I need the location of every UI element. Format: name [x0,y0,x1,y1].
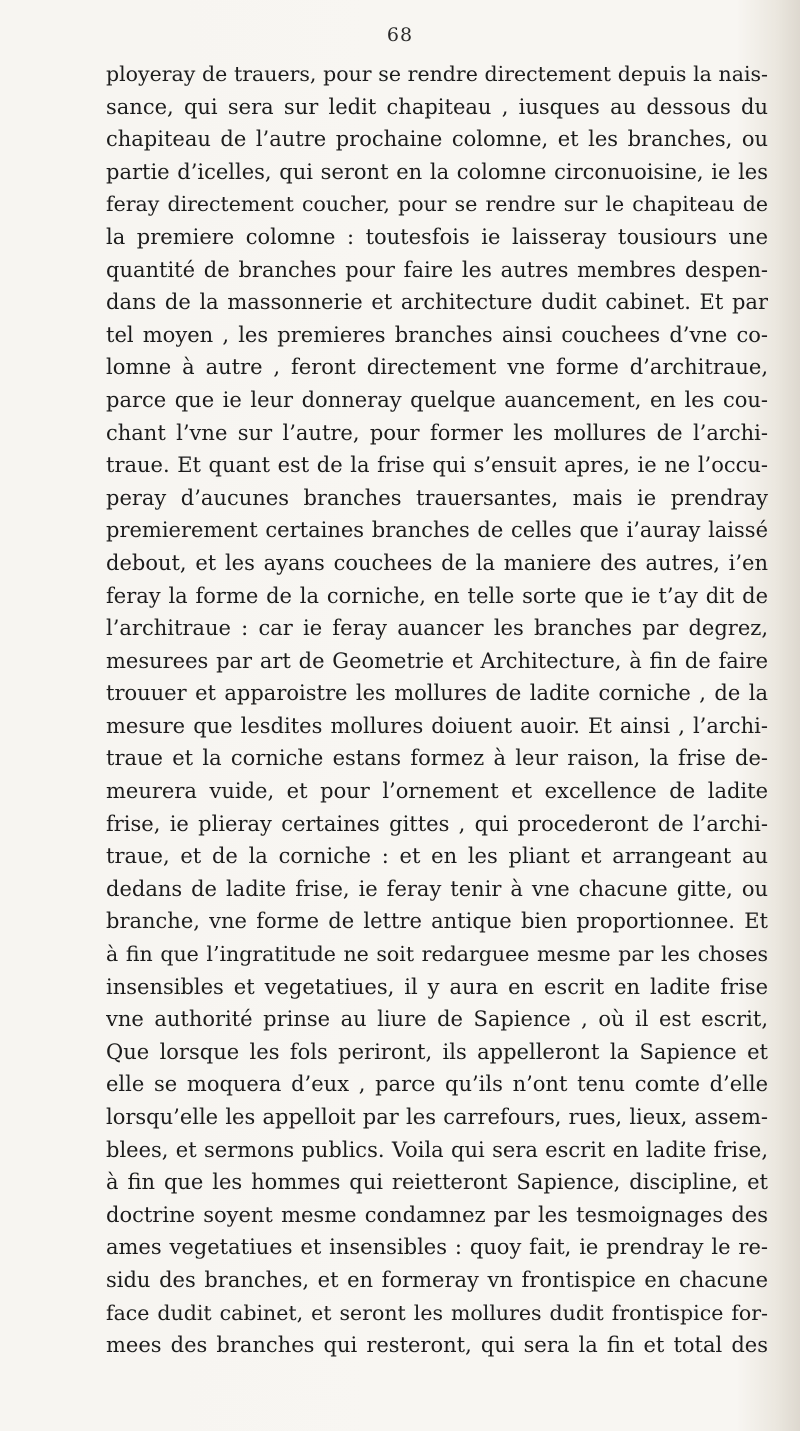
text-line-16: debout, et les ayans couchees de la maniere des autres, i’en [106,550,768,575]
text-line-35: à fin que les hommes qui reietteront Sapience, discipline, et [106,1170,768,1195]
text-line-4: partie d’icelles, qui seront en la colomne circonuoisine, ie les [106,159,768,184]
text-line-28: à fin que l’ingratitude ne soit redarguee mesme par les choses [106,942,768,967]
text-line-21: mesure que lesdites mollures doiuent auoir. Et ainsi , l’archi- [106,713,768,738]
page-body-text [106,58,768,1362]
text-line-17: feray la forme de la corniche, en telle sorte que ie t’ay dit de [106,583,768,608]
text-line-36: doctrine soyent mesme condamnez par les tesmoignages des [106,1202,768,1227]
text-line-27: branche, vne forme de lettre antique bien proportionnee. Et [106,909,768,934]
text-line-30: vne authorité prinse au liure de Sapience , où il est escrit, [106,1007,768,1032]
text-line-29: insensibles et vegetatiues, il y aura en escrit en ladite frise [106,974,768,999]
text-line-10: lomne à autre , feront directement vne forme d’architraue, [106,355,768,380]
text-line-22: traue et la corniche estans formez à leur raison, la frise de- [106,746,768,771]
text-line-5: feray directement coucher, pour se rendre sur le chapiteau de [106,192,768,217]
text-line-15: premierement certaines branches de celles que i’auray laissé [106,518,768,543]
text-line-24: frise, ie plieray certaines gittes , qui procederont de l’archi- [106,811,768,836]
text-line-40: mees des branches qui resteront, qui sera la fin et total des [106,1333,768,1358]
text-line-9: tel moyen , les premieres branches ainsi couchees d’vne co- [106,322,768,347]
page-number: 68 [386,24,414,46]
text-line-26: dedans de ladite frise, ie feray tenir à vne chacune gitte, ou [106,876,768,901]
text-line-12: chant l’vne sur l’autre, pour former les mollures de l’archi- [106,420,768,445]
text-line-11: parce que ie leur donneray quelque auancement, en les cou- [106,387,768,412]
text-line-3: chapiteau de l’autre prochaine colomne, et les branches, ou [106,127,768,152]
text-line-19: mesurees par art de Geometrie et Architecture, à fin de faire [106,648,768,673]
text-line-34: blees, et sermons publics. Voila qui sera escrit en ladite frise, [106,1137,768,1162]
text-line-1: ployeray de trauers, pour se rendre directement depuis la nais- [106,62,768,86]
text-line-2: sance, qui sera sur ledit chapiteau , iusques au dessous du [106,94,768,119]
text-line-31: Que lorsque les fols periront, ils appelleront la Sapience et [106,1039,768,1064]
text-line-8: dans de la massonnerie et architecture dudit cabinet. Et par [106,290,768,315]
text-line-6: la premiere colomne : toutesfois ie laisseray tousiours une [106,224,768,249]
text-line-32: elle se moquera d’eux , parce qu’ils n’ont tenu comte d’elle [106,1072,768,1097]
text-line-37: ames vegetatiues et insensibles : quoy fait, ie prendray le re- [106,1235,768,1260]
text-line-18: l’architraue : car ie feray auancer les branches par degrez, [106,616,768,641]
text-line-7: quantité de branches pour faire les autres membres despen- [106,257,768,282]
text-line-13: traue. Et quant est de la frise qui s’ensuit apres, ie ne l’occu- [106,453,768,478]
text-line-38: sidu des branches, et en formeray vn frontispice en chacune [106,1267,768,1292]
text-line-23: meurera vuide, et pour l’ornement et excellence de ladite [106,779,768,804]
text-line-20: trouuer et apparoistre les mollures de ladite corniche , de la [106,681,768,706]
text-line-14: peray d’aucunes branches trauersantes, mais ie prendray [106,485,768,510]
text-line-25: traue, et de la corniche : et en les pliant et arrangeant au [106,844,768,869]
text-line-33: lorsqu’elle les appelloit par les carrefours, rues, lieux, assem- [106,1105,768,1129]
text-line-39: face dudit cabinet, et seront les mollures dudit frontispice for- [106,1300,768,1325]
